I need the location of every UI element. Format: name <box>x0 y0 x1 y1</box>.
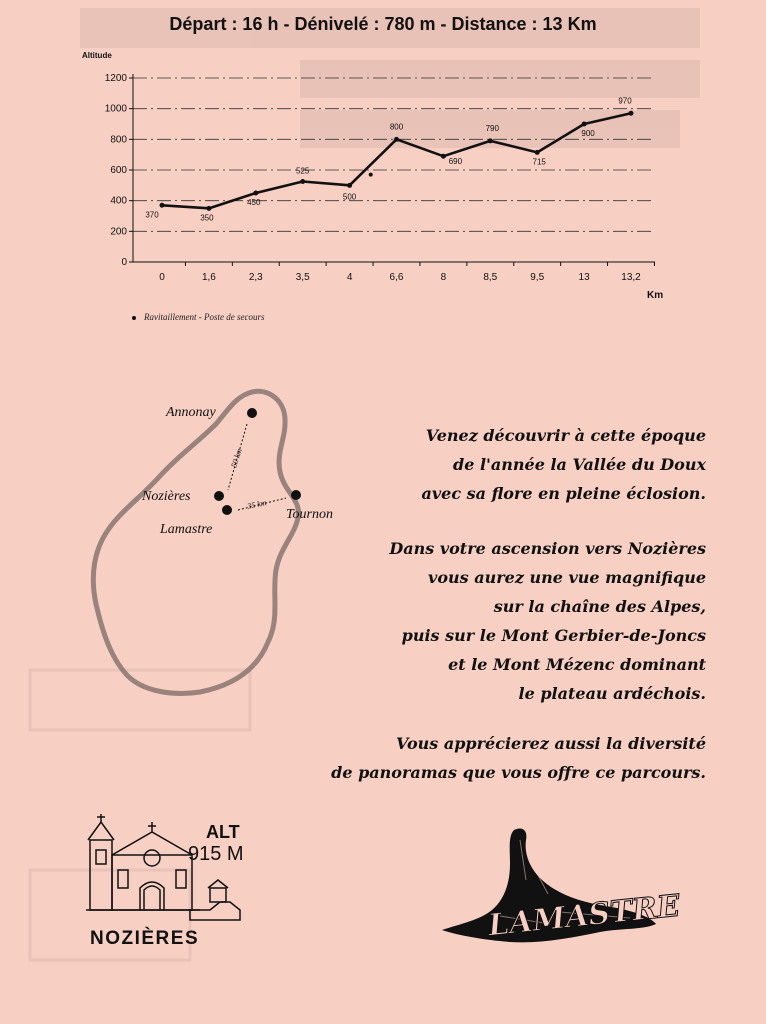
promo-line: de panoramas que vous offre ce parcours. <box>331 763 706 782</box>
data-label: 690 <box>448 157 463 167</box>
y-tick-label: 1000 <box>104 103 127 115</box>
town-marker-nozieres <box>214 491 224 501</box>
data-point <box>394 137 399 142</box>
promo-paragraph-3 <box>306 729 706 787</box>
y-tick-label: 200 <box>110 226 127 238</box>
data-point <box>347 183 352 188</box>
x-tick-label: 8 <box>440 272 447 283</box>
town-marker-tournon <box>291 490 301 500</box>
x-tick-label: 6,6 <box>389 272 404 283</box>
promo-line: avec sa flore en pleine éclosion. <box>421 484 706 503</box>
data-point <box>535 150 540 155</box>
x-tick-label: 1,6 <box>201 272 216 283</box>
town-label-annonay: Annonay <box>166 405 216 420</box>
data-label: 715 <box>532 157 546 167</box>
x-tick-label: 4 <box>346 272 353 283</box>
y-tick-label: 1200 <box>104 73 127 84</box>
supply-point-legend-marker <box>132 316 136 320</box>
x-tick-label: 13 <box>578 272 590 283</box>
promo-line: Venez découvrir à cette époque <box>425 426 706 445</box>
distance-label-lamastre-tournon: 35 km <box>246 498 268 511</box>
lamastre-wordmark: LAMASTRE <box>486 888 682 944</box>
x-tick-label: 2,3 <box>248 272 263 283</box>
x-tick-label: 3,5 <box>295 272 310 283</box>
promo-line: sur la chaîne des Alpes, <box>493 597 706 616</box>
altitude-value: 915 M <box>188 843 244 865</box>
data-label: 450 <box>247 198 261 207</box>
x-tick-label: 13,2 <box>621 272 641 283</box>
promo-line: Dans votre ascension vers Nozières <box>389 539 706 558</box>
y-axis-label: Altitude <box>82 51 112 60</box>
promo-line: de l'année la Vallée du Doux <box>453 455 706 474</box>
data-label: 800 <box>389 122 404 132</box>
promo-line: Vous apprécierez aussi la diversité <box>396 734 706 753</box>
promo-line: et le Mont Mézenc dominant <box>448 655 706 674</box>
nozieres-wordmark: NOZIÈRES <box>90 928 200 949</box>
data-point <box>441 154 446 159</box>
chart-legend-label: Ravitaillement - Poste de secours <box>144 312 265 322</box>
data-label: 790 <box>485 123 499 133</box>
data-point <box>629 111 634 116</box>
data-label: 970 <box>618 96 632 106</box>
elevation-profile-chart <box>0 40 766 310</box>
chart-legend <box>132 312 264 322</box>
town-label-lamastre: Lamastre <box>160 522 213 537</box>
lamastre-logo <box>430 820 690 960</box>
route-summary-title: Départ : 16 h - Dénivelé : 780 m - Distance : 13 Km <box>169 14 597 34</box>
route-map <box>80 380 333 720</box>
x-tick-label: 8,5 <box>483 272 498 283</box>
data-label: 525 <box>296 166 310 176</box>
town-label-tournon: Tournon <box>286 507 333 522</box>
x-axis-label: Km <box>647 290 664 301</box>
y-tick-label: 800 <box>110 134 127 146</box>
altitude-label: ALT <box>206 822 240 842</box>
data-point <box>206 206 211 211</box>
x-tick-label: 0 <box>159 272 165 283</box>
y-tick-label: 400 <box>110 195 127 207</box>
nozieres-logo <box>80 810 280 960</box>
town-marker-annonay <box>247 408 257 418</box>
data-point <box>160 203 165 208</box>
data-label: 900 <box>581 129 595 138</box>
promo-line: vous aurez une vue magnifique <box>428 568 706 587</box>
y-tick-label: 0 <box>121 257 127 268</box>
data-label: 370 <box>145 210 159 220</box>
town-label-nozieres: Nozières <box>142 489 191 504</box>
data-point <box>488 138 493 143</box>
data-label: 500 <box>342 192 357 202</box>
y-tick-label: 600 <box>110 165 127 176</box>
promo-paragraph-1 <box>306 421 706 508</box>
data-point <box>582 122 587 127</box>
x-tick-label: 9,5 <box>530 272 545 283</box>
town-marker-lamastre <box>222 505 232 515</box>
distance-label-annonay-lamastre: 50 km <box>229 447 244 469</box>
promo-line: puis sur le Mont Gerbier-de-Joncs <box>401 626 706 645</box>
region-outline <box>93 391 298 693</box>
data-point <box>253 191 258 196</box>
data-point <box>300 179 305 184</box>
data-label: 350 <box>200 213 214 223</box>
supply-point-marker <box>369 173 373 177</box>
promo-paragraph-2 <box>306 534 706 708</box>
promo-line: le plateau ardéchois. <box>518 684 706 703</box>
